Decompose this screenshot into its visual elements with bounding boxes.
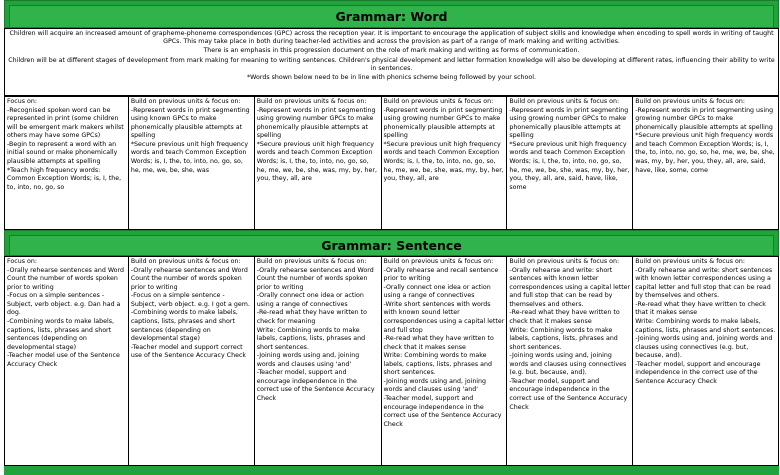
word-column-2 — [129, 97, 255, 230]
cell-line: -Teacher model, support and encourage independence in the correct use of the Sentence Accuracy Check — [635, 360, 761, 385]
word-section-title: Grammar: Word — [335, 9, 448, 24]
cell-line: -Joining words using and, joining words and clauses using 'and' — [383, 377, 487, 394]
intro-paragraph: Children will be at different stages of development from mark making for meaning to writing sentences. Children's physical development and letter formation knowledge will also be developing at different rates, influencing their ability to write in sentences. — [8, 57, 775, 72]
cell-line: -Combining words to make labels, captions, lists, phrases and short sentences (depending on developmental stage) — [130, 309, 238, 343]
cell-line: -Represent words in print segmenting using growing number GPCs to make phonemically plausible attempts at spelling — [509, 106, 629, 140]
cell-line: -Re-read what they have written to check that it makes sense — [635, 300, 766, 317]
cell-line: Build on previous units & focus on: — [256, 258, 367, 265]
cell-line: -Combining words to make labels, captions, lists, phrases and short sentences (depending on developmental stage) — [7, 317, 115, 351]
cell-line: -Recognised spoken word can be represented in print (some children will be emergent mark makers whilst others may have some GPCs) — [7, 106, 124, 140]
sentence-column-2 — [129, 257, 255, 466]
word-column-3 — [255, 97, 382, 230]
cell-line: Build on previous units & focus on: — [635, 258, 745, 265]
cell-line: -Focus on a simple sentence - Subject, verb object. e.g. I got a gem. — [130, 292, 250, 308]
word-header-inner — [9, 5, 774, 27]
cell-line: -Re-read what they have written to check that it makes sense — [383, 335, 494, 351]
cell-line: -Represent words in print segmenting using growing number GPCs to make phonemically plausible attempts at spelling — [256, 106, 376, 140]
cell-line: -Joining words using and, joining words and clauses using connectives (e.g. but, because, and). — [509, 352, 627, 377]
cell-line: -Represent words in print segmenting using growing number GPCs to make phonemically plausible attempts at spelling — [383, 106, 503, 140]
cell-line: Build on previous units & focus on: — [383, 258, 494, 265]
cell-line: Build on previous units & focus on: — [635, 98, 745, 105]
cell-line: Focus on: — [7, 98, 37, 105]
intro-paragraph: There is an emphasis in this progression document on the role of mark making and writing as forms of communication. — [203, 47, 580, 55]
cell-line: -Focus on a simple sentences - Subject, verb object. e.g. Dan had a dog. — [7, 292, 121, 317]
cell-line: Build on previous units & focus on: — [130, 258, 241, 265]
cell-line: -Begin to represent a word with an initial sound or make phonemically plausible attempts at spelling — [7, 140, 118, 165]
sentence-section-header — [4, 230, 779, 256]
sentence-column-1 — [5, 257, 129, 466]
cell-line: -Joining words using and, joining words and clauses using 'and' — [256, 352, 360, 368]
sentence-column-4 — [382, 257, 508, 466]
cell-line: *Secure previous unit high frequency words and teach Common Exception Words; is, I, the, to, into, no, go, so, he, me, we, be, she, was, my, by, her, you, they, all, are, said, have, like, some — [509, 140, 630, 191]
intro-paragraph: Children will acquire an increased amount of grapheme-phoneme correspondences (GPC) across the reception year. It is important to encourage the application of subject skills and knowledge when encoding to spell words in writing of taught GPCs. This may take place in both during teacher-led activities and across the provision as part of a range of mark making and writing activities. — [9, 30, 774, 45]
cell-line: *Secure previous unit high frequency words and teach Common Exception Words; is, I, the, to, into, no, go, so, he, me, we, be, she, was, my, by, her, you, they, all, are — [256, 140, 377, 183]
next-section-band — [4, 466, 779, 475]
cell-line: Write: Combining words to make labels, captions, lists, phrases and short sentences. — [635, 317, 776, 334]
cell-line: -Orally rehearse sentences and Word Count the number of words spoken prior to writing — [130, 266, 248, 291]
cell-line: -Orally connect one idea or action using a range of connectives — [256, 292, 364, 308]
word-section-header — [4, 0, 779, 28]
intro-note: *Words shown below need to be in line with phonics scheme being followed by your school. — [247, 74, 536, 82]
word-grid — [4, 96, 779, 230]
cell-line: -Teacher model use of the Sentence Accuracy Check — [7, 352, 120, 368]
sentence-grid — [4, 256, 779, 466]
word-column-6 — [633, 97, 779, 230]
cell-line: -Orally rehearse and write: short sentences with known letter correspondences using a capital letter and full stop that can be read by themselves and others. — [635, 266, 773, 300]
cell-line: -Represent words in print segmenting using growing number GPCs to make phonemically plausible attempts at spelling — [635, 106, 774, 131]
cell-line: -Orally rehearse and recall sentence prior to writing — [383, 266, 499, 283]
cell-line: -Teacher model, support and encourage independence in the correct use of the Sentence Accuracy Check — [509, 377, 628, 411]
cell-line: Build on previous units & focus on: — [509, 258, 620, 265]
cell-line: -Re-read what they have written to check for meaning — [256, 309, 367, 325]
word-column-5 — [507, 97, 633, 230]
cell-line: Write: Combining words to make labels, captions, lists, phrases and short sentences. — [383, 352, 492, 377]
cell-line: -Re-read what they have written to check that it makes sense — [509, 309, 620, 325]
cell-line: -Teacher model and support correct use of the Sentence Accuracy Check — [130, 343, 247, 360]
cell-line: -Orally rehearse and write: short sentences with known letter correspondences using a capital letter and full stop that can be read by themselves and others. — [509, 266, 631, 308]
cell-line: -Orally rehearse sentences and Word Count the number of words spoken prior to writing — [256, 266, 374, 291]
cell-line: -Teacher model, support and encourage independence in the correct use of the Sentence Accuracy Check — [383, 395, 502, 428]
sentence-header-inner — [9, 235, 774, 255]
cell-line: -Orally connect one idea or action using a range of connectives — [383, 283, 491, 300]
cell-line: Build on previous units & focus on: — [130, 98, 241, 105]
sentence-column-5 — [507, 257, 633, 466]
cell-line: Build on previous units & focus on: — [256, 98, 367, 105]
cell-line: *Secure previous unit high frequency words and teach Common Exception Words; is, I, the, to, into, no, go, so, he, me, we, be, she, was, my, by, her, you, they, all, are, said, have, like, some, come — [635, 132, 775, 174]
cell-line: -Joining words using and, joining words and clauses using connectives (e.g. but, because, and). — [635, 335, 773, 360]
cell-line: Build on previous units & focus on: — [509, 98, 620, 105]
cell-line: *Secure previous unit high frequency words and teach Common Exception Words; is, I, the, to, into, no, go, so, he, me, we, be, she, was — [130, 140, 249, 174]
word-column-1 — [5, 97, 129, 230]
cell-line: -Represent words in print segmenting using known GPCs to make phonemically plausible attempts at spelling — [130, 106, 250, 140]
cell-line: *Teach high frequency words: Common Exception Words; is, I, the, to, into, no, go, so — [7, 166, 122, 191]
word-intro-box — [4, 28, 779, 96]
cell-line: -Teacher model, support and encourage independence in the correct use of the Sentence Accuracy Check — [256, 369, 375, 402]
cell-line: *Secure previous unit high frequency words and teach Common Exception Words; is, I, the, to, into, no, go, so, he, me, we, be, she, was, my, by, her, you, they, all, are — [383, 140, 504, 183]
cell-line: -Orally rehearse sentences and Word Count the number of words spoken prior to writing — [7, 266, 125, 291]
cell-line: Focus on: — [7, 258, 37, 265]
cell-line: Write: Combining words to make labels, captions, lists, phrases and short sentences. — [509, 326, 618, 351]
sentence-section-title: Grammar: Sentence — [321, 238, 462, 253]
sentence-column-3 — [255, 257, 382, 466]
cell-line: Write: Combining words to make labels, captions, lists, phrases and short sentences. — [256, 326, 366, 351]
cell-line: -Write short sentences with words with known sound letter correspondences using a capital letter and full stop — [383, 300, 505, 334]
word-column-4 — [382, 97, 508, 230]
cell-line: Build on previous units & focus on: — [383, 98, 494, 105]
sentence-column-6 — [633, 257, 779, 466]
